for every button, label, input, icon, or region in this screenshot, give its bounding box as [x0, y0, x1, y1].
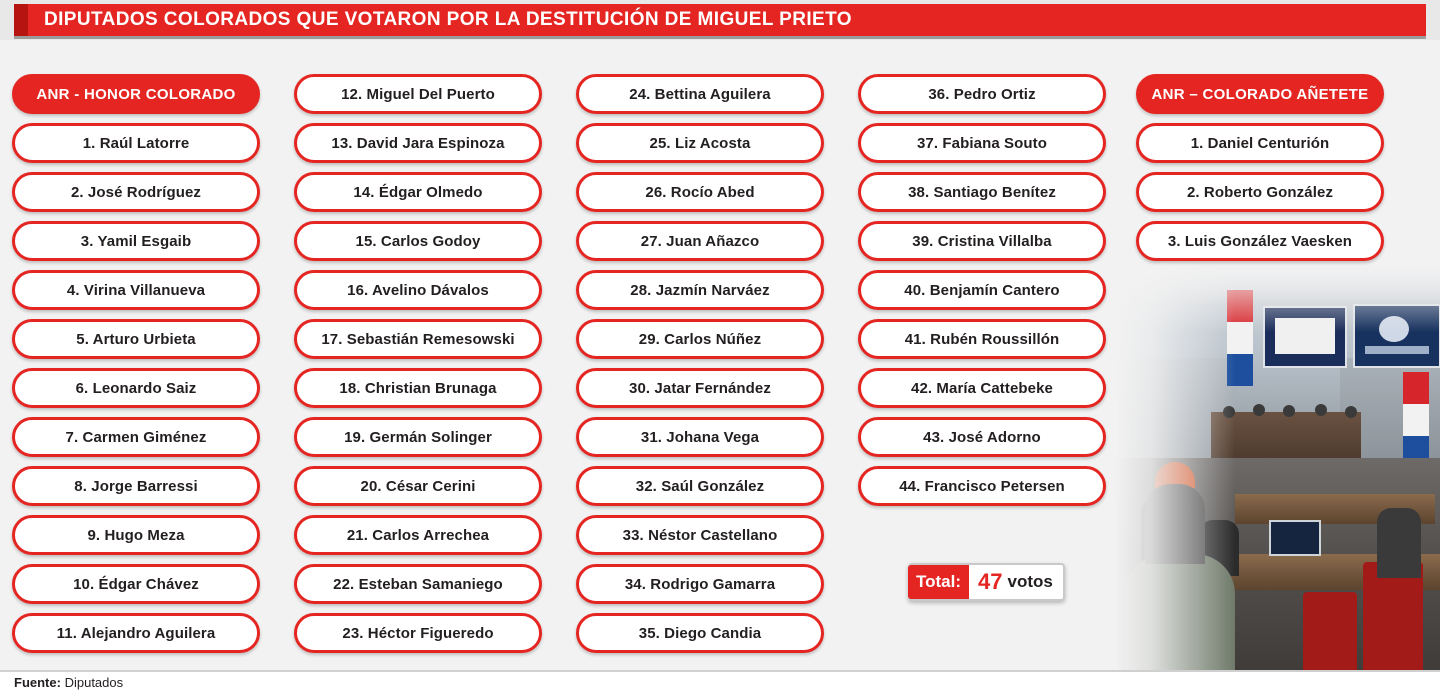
total-badge [908, 563, 1065, 601]
list-item[interactable] [576, 466, 824, 506]
column-header-label: ANR - HONOR COLORADO [36, 85, 236, 103]
deputy-name: 3. Yamil Esgaib [80, 232, 192, 250]
deputy-name: 11. Alejandro Aguilera [56, 624, 216, 642]
photo-chair-mid [1303, 592, 1357, 682]
deputy-name: 16. Avelino Dávalos [347, 281, 489, 299]
total-unit: votos [1007, 572, 1053, 591]
list-item[interactable] [858, 319, 1106, 359]
list-item[interactable] [1136, 221, 1384, 261]
deputy-name: 20. César Cerini [360, 477, 476, 495]
column-header-colorado-anetete [1136, 74, 1384, 114]
list-item[interactable] [576, 417, 824, 457]
list-item[interactable] [858, 466, 1106, 506]
chamber-photo [1115, 262, 1440, 682]
list-item[interactable] [858, 368, 1106, 408]
deputy-name: 21. Carlos Arrechea [346, 526, 490, 544]
deputy-name: 34. Rodrigo Gamarra [624, 575, 776, 593]
deputy-name: 19. Germán Solinger [344, 428, 492, 446]
header-divider [14, 36, 1426, 39]
deputy-name: 7. Carmen Giménez [65, 428, 207, 446]
list-item[interactable] [294, 74, 542, 114]
deputy-name: 44. Francisco Petersen [899, 477, 1065, 495]
list-item[interactable] [858, 221, 1106, 261]
page-title: DIPUTADOS COLORADOS QUE VOTARON POR LA DESTITUCIÓN DE MIGUEL PRIETO [44, 9, 852, 30]
total-count: 47 [978, 569, 1003, 594]
deputy-name: 6. Leonardo Saiz [75, 379, 197, 397]
deputy-name: 13. David Jara Espinoza [331, 134, 505, 152]
header-accent-block [14, 4, 28, 36]
list-item[interactable] [294, 515, 542, 555]
list-item[interactable] [12, 368, 260, 408]
deputy-name: 37. Fabiana Souto [916, 134, 1048, 152]
list-item[interactable] [294, 613, 542, 653]
list-item[interactable] [1136, 172, 1384, 212]
photo-flag-right [1403, 372, 1429, 468]
list-item[interactable] [576, 172, 824, 212]
list-item[interactable] [576, 515, 824, 555]
photo-chair-right [1363, 562, 1423, 672]
deputy-name: 12. Miguel Del Puerto [341, 85, 495, 103]
deputy-name: 3. Luis González Vaesken [1167, 232, 1353, 250]
list-item[interactable] [858, 123, 1106, 163]
list-item[interactable] [1136, 123, 1384, 163]
total-label: Total: [908, 565, 969, 599]
list-item[interactable] [294, 319, 542, 359]
list-item[interactable] [294, 417, 542, 457]
photo-monitor [1269, 520, 1321, 556]
list-item[interactable] [858, 172, 1106, 212]
column-colorado-anetete [1136, 74, 1384, 270]
source-label: Fuente: [14, 675, 61, 690]
list-item[interactable] [12, 319, 260, 359]
list-item[interactable] [12, 172, 260, 212]
deputy-name: 17. Sebastián Remesowski [321, 330, 515, 348]
deputy-name: 28. Jazmín Narváez [630, 281, 770, 299]
deputy-name: 4. Virina Villanueva [66, 281, 206, 299]
list-item[interactable] [12, 515, 260, 555]
deputy-name: 40. Benjamín Cantero [904, 281, 1060, 299]
photo-fade-top [1115, 262, 1440, 332]
deputy-name: 24. Bettina Aguilera [629, 85, 771, 103]
deputy-name: 1. Raúl Latorre [82, 134, 190, 152]
list-item[interactable] [294, 172, 542, 212]
deputy-name: 36. Pedro Ortiz [928, 85, 1036, 103]
list-item[interactable] [576, 319, 824, 359]
list-item[interactable] [12, 613, 260, 653]
column-header-label: ANR – COLORADO AÑETETE [1151, 85, 1369, 103]
list-item[interactable] [12, 466, 260, 506]
list-item[interactable] [576, 74, 824, 114]
list-item[interactable] [294, 221, 542, 261]
list-item[interactable] [12, 270, 260, 310]
deputy-name: 5. Arturo Urbieta [76, 330, 196, 348]
deputy-name: 10. Édgar Chávez [73, 575, 199, 593]
list-item[interactable] [576, 564, 824, 604]
deputy-name: 14. Édgar Olmedo [353, 183, 483, 201]
deputy-name: 43. José Adorno [923, 428, 1041, 446]
deputy-name: 38. Santiago Benítez [908, 183, 1056, 201]
deputy-name: 1. Daniel Centurión [1190, 134, 1330, 152]
deputy-name: 32. Saúl González [635, 477, 765, 495]
list-item[interactable] [294, 270, 542, 310]
list-item[interactable] [12, 564, 260, 604]
deputy-name: 18. Christian Brunaga [339, 379, 497, 397]
list-item[interactable] [294, 368, 542, 408]
list-item[interactable] [12, 221, 260, 261]
deputy-name: 2. Roberto González [1186, 183, 1334, 201]
deputy-name: 41. Rubén Roussillón [904, 330, 1060, 348]
list-item[interactable] [294, 564, 542, 604]
list-item[interactable] [576, 368, 824, 408]
column-honor-colorado [12, 74, 260, 662]
list-item[interactable] [576, 221, 824, 261]
list-item[interactable] [294, 123, 542, 163]
deputy-name: 30. Jatar Fernández [629, 379, 771, 397]
deputy-name: 42. María Cattebeke [911, 379, 1053, 397]
header-bar [0, 0, 1440, 40]
column-header-honor-colorado [12, 74, 260, 114]
column-list-continued-3 [576, 74, 824, 662]
list-item[interactable] [12, 417, 260, 457]
deputy-name: 33. Néstor Castellano [622, 526, 778, 544]
footer-bar [0, 670, 1440, 696]
deputy-name: 25. Liz Acosta [649, 134, 751, 152]
header-banner [14, 4, 1426, 36]
list-item[interactable] [858, 270, 1106, 310]
deputy-name: 27. Juan Añazco [640, 232, 760, 250]
deputy-name: 29. Carlos Núñez [638, 330, 762, 348]
list-item[interactable] [858, 74, 1106, 114]
deputy-name: 9. Hugo Meza [87, 526, 185, 544]
deputy-name: 23. Héctor Figueredo [342, 624, 494, 642]
deputy-name: 22. Esteban Samaniego [333, 575, 503, 593]
photo-seated-officials [1215, 402, 1365, 422]
deputy-name: 8. Jorge Barressi [74, 477, 198, 495]
deputy-name: 26. Rocío Abed [645, 183, 755, 201]
deputy-name: 15. Carlos Godoy [355, 232, 481, 250]
list-item[interactable] [858, 417, 1106, 457]
deputy-name: 39. Cristina Villalba [912, 232, 1052, 250]
source-value: Diputados [64, 675, 124, 690]
list-item[interactable] [576, 613, 824, 653]
list-item[interactable] [576, 123, 824, 163]
list-item[interactable] [12, 123, 260, 163]
deputy-name: 35. Diego Candia [638, 624, 762, 642]
deputy-name: 31. Johana Vega [640, 428, 760, 446]
column-list-continued-2 [294, 74, 542, 662]
deputy-name: 2. José Rodríguez [70, 183, 202, 201]
list-item[interactable] [294, 466, 542, 506]
list-item[interactable] [576, 270, 824, 310]
photo-person-right [1377, 508, 1421, 578]
source-note [14, 675, 123, 690]
column-list-continued-4 [858, 74, 1106, 515]
